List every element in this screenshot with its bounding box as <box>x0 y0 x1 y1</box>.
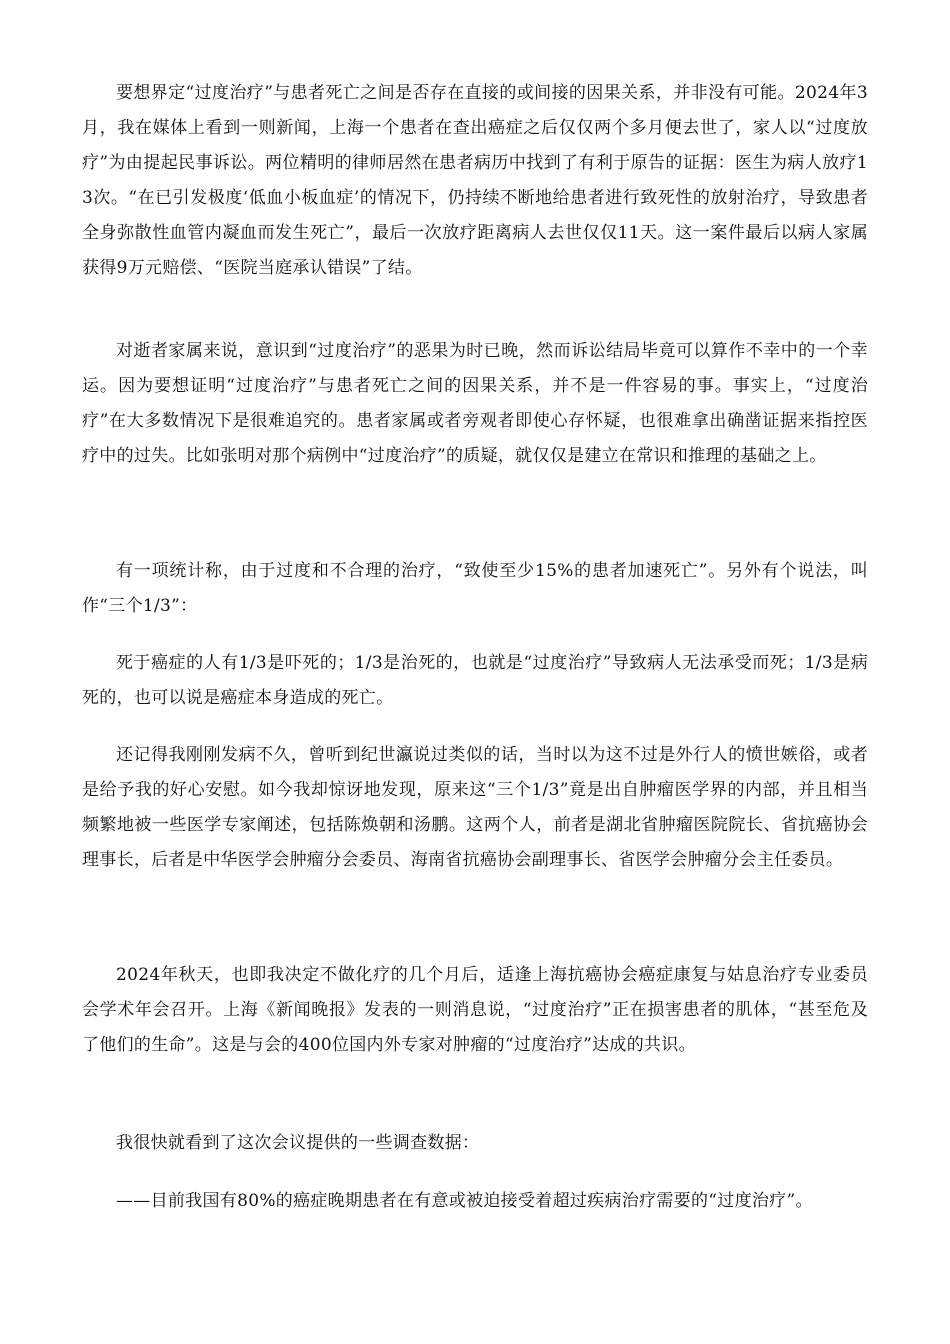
paragraph-causality: 要想界定“过度治疗”与患者死亡之间是否存在直接的或间接的因果关系，并非没有可能。2024年3月，我在媒体上看到一则新闻，上海一个患者在查出癌症之后仅仅两个多月便去世了，家人以“过度放疗”为由提起民事诉讼。两位精明的律师居然在患者病历中找到了有利于原告的证据：医生为病人放疗13次。“在已引发极度‘低血小板血症’的情况下，仍持续不断地给患者进行致死性的放射治疗，导致患者全身弥散性血管内凝血而发生死亡”，最后一次放疗距离病人去世仅仅11天。这一案件最后以病人家属获得9万元赔偿、“医院当庭承认错误”了结。 <box>82 83 868 278</box>
paragraph-survey-item: ——目前我国有80%的癌症晚期患者在有意或被迫接受着超过疾病治疗需要的“过度治疗”。 <box>116 1191 813 1211</box>
paragraph-survey-intro: 我很快就看到了这次会议提供的一些调查数据： <box>116 1133 480 1153</box>
paragraph-statistic: 有一项统计称，由于过度和不合理的治疗，“致使至少15%的患者加速死亡”。另外有个说法，叫作“三个1/3”： <box>82 561 868 616</box>
paragraph-three-thirds: 死于癌症的人有1/3是吓死的；1/3是治死的，也就是“过度治疗”导致病人无法承受而死；1/3是病死的，也可以说是癌症本身造成的死亡。 <box>82 653 868 708</box>
paragraph-conference: 2024年秋天，也即我决定不做化疗的几个月后，适逢上海抗癌协会癌症康复与姑息治疗专业委员会学术年会召开。上海《新闻晚报》发表的一则消息说，“过度治疗”正在损害患者的肌体，“甚至危及了他们的生命”。这是与会的400位国内外专家对肿瘤的“过度治疗”达成的共识。 <box>82 965 868 1055</box>
paragraph-bereaved-family: 对逝者家属来说，意识到“过度治疗”的恶果为时已晚，然而诉讼结局毕竟可以算作不幸中的一个幸运。因为要想证明“过度治疗”与患者死亡之间的因果关系，并不是一件容易的事。事实上，“过度治疗”在大多数情况下是很难追究的。患者家属或者旁观者即使心存怀疑，也很难拿出确凿证据来指控医疗中的过失。比如张明对那个病例中“过度治疗”的质疑，就仅仅是建立在常识和推理的基础之上。 <box>82 341 868 466</box>
paragraph-recollection: 还记得我刚刚发病不久，曾听到纪世瀛说过类似的话，当时以为这不过是外行人的愤世嫉俗，或者是给予我的好心安慰。如今我却惊讶地发现，原来这“三个1/3”竟是出自肿瘤医学界的内部，并且相当频繁地被一些医学专家阐述，包括陈焕朝和汤鹏。这两个人，前者是湖北省肿瘤医院院长、省抗癌协会理事长，后者是中华医学会肿瘤分会委员、海南省抗癌协会副理事长、省医学会肿瘤分会主任委员。 <box>82 745 868 870</box>
